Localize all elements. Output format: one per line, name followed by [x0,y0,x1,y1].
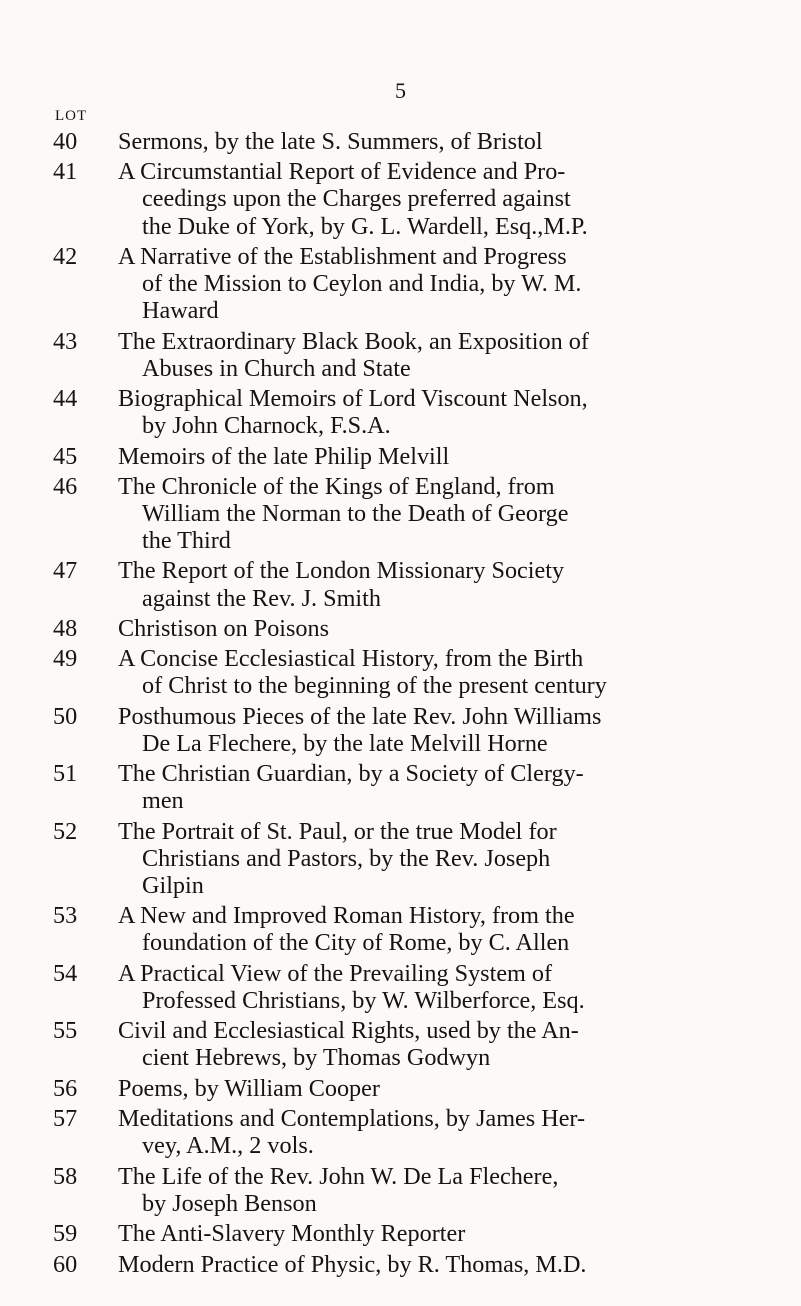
catalogue-entry [53,385,768,439]
entry-title-line: Civil and Ecclesiastical Rights, used by the An- [118,1017,579,1045]
entry-title-line: ceedings upon the Charges preferred against [142,185,571,213]
catalogue-entry [53,1220,768,1247]
entry-title-line: The Portrait of St. Paul, or the true Model for [118,817,557,845]
catalogue-entry [53,158,768,239]
entry-title-line: A Concise Ecclesiastical History, from the Birth [118,645,584,673]
lot-number: 60 [53,1250,78,1278]
lot-number: 59 [53,1220,78,1248]
entry-title-line: The Anti-Slavery Monthly Reporter [118,1220,466,1248]
catalogue-entry [53,645,768,699]
catalogue-entry [53,960,768,1014]
entry-title-line: by Joseph Benson [142,1189,317,1217]
entry-title-line: A Practical View of the Prevailing System of [118,959,553,987]
lot-number: 46 [53,472,78,500]
lot-column-header: LOT [55,108,88,124]
lot-number: 40 [53,128,78,155]
catalogue-entry [53,1017,768,1071]
lot-number: 54 [53,959,78,987]
catalogue-entry [53,328,768,382]
entry-title-line: Modern Practice of Physic, by R. Thomas, M.D. [118,1250,587,1278]
lot-number: 42 [53,242,78,270]
entry-title-line: Christison on Poisons [118,614,330,642]
entry-title-line: Meditations and Contemplations, by James Her- [118,1105,586,1133]
lot-number: 44 [53,385,78,413]
entry-title-line: Memoirs of the late Philip Melvill [118,442,450,470]
catalogue-entry [53,1075,768,1102]
entry-title-line: The Life of the Rev. John W. De La Flechere, [118,1162,559,1190]
catalogue-entry [53,818,768,899]
entry-title-line: Abuses in Church and State [142,354,411,382]
entry-title-line: vey, A.M., 2 vols. [142,1132,314,1160]
entry-title-line: Sermons, by the late S. Summers, of Bristol [118,128,543,155]
lot-number: 50 [53,702,78,730]
entry-title-line: the Duke of York, by G. L. Wardell, Esq.,M.P. [142,212,588,240]
entry-title-line: Posthumous Pieces of the late Rev. John Williams [118,702,602,730]
catalogue-entry [53,557,768,611]
entry-title-line: the Third [142,527,231,555]
entry-title-line: The Extraordinary Black Book, an Exposition of [118,327,589,355]
lot-number: 47 [53,557,78,585]
entry-title-line: against the Rev. J. Smith [142,584,381,612]
entry-title-line: A New and Improved Roman History, from the [118,902,575,930]
entry-title-line: A Circumstantial Report of Evidence and Pro- [118,158,566,186]
catalogue-entry [53,902,768,956]
catalogue-entry [53,615,768,642]
entry-title-line: Christians and Pastors, by the Rev. Joseph [142,844,551,872]
lot-number: 55 [53,1017,78,1045]
catalogue-entry [53,1163,768,1217]
catalogue-entry [53,128,768,155]
catalogue-entry [53,443,768,470]
entry-title-line: by John Charnock, F.S.A. [142,412,391,440]
catalogue-entry [53,760,768,814]
entry-title-line: Professed Christians, by W. Wilberforce, Esq. [142,986,585,1014]
entry-title-line: The Chronicle of the Kings of England, from [118,472,555,500]
entry-title-line: foundation of the City of Rome, by C. Allen [142,929,570,957]
entry-title-line: Biographical Memoirs of Lord Viscount Nelson, [118,385,588,413]
catalogue-entry [53,243,768,324]
entry-title-line: Haward [142,297,219,325]
lot-number: 52 [53,817,78,845]
lot-number: 57 [53,1105,78,1133]
entry-title-line: William the Norman to the Death of George [142,500,569,527]
lot-number: 49 [53,645,78,673]
lot-number: 58 [53,1162,78,1190]
catalogue-entry [53,1105,768,1159]
lot-number: 45 [53,442,78,470]
lot-number: 53 [53,902,78,930]
entry-title-line: cient Hebrews, by Thomas Godwyn [142,1044,491,1072]
entry-title-line: Poems, by William Cooper [118,1074,380,1102]
catalogue-entry [53,703,768,757]
entry-title-line: A Narrative of the Establishment and Progress [118,242,567,270]
lot-number: 51 [53,760,78,788]
entry-title-line: Gilpin [142,872,204,899]
entry-title-line: The Christian Guardian, by a Society of Clergy- [118,760,584,788]
entry-title-line: of Christ to the beginning of the present century [142,672,607,700]
catalogue-entry [53,1251,768,1278]
entry-title-line: The Report of the London Missionary Society [118,557,565,585]
lot-number: 43 [53,327,78,355]
catalogue-entry [53,473,768,554]
lot-number: 48 [53,614,78,642]
entry-title-line: De La Flechere, by the late Melvill Horne [142,729,548,757]
entry-title-line: men [142,787,184,815]
entry-title-line: of the Mission to Ceylon and India, by W. M. [142,270,582,298]
page-number: 5 [395,78,406,103]
catalogue-list [53,128,768,1281]
lot-number: 41 [53,158,78,186]
lot-number: 56 [53,1074,78,1102]
